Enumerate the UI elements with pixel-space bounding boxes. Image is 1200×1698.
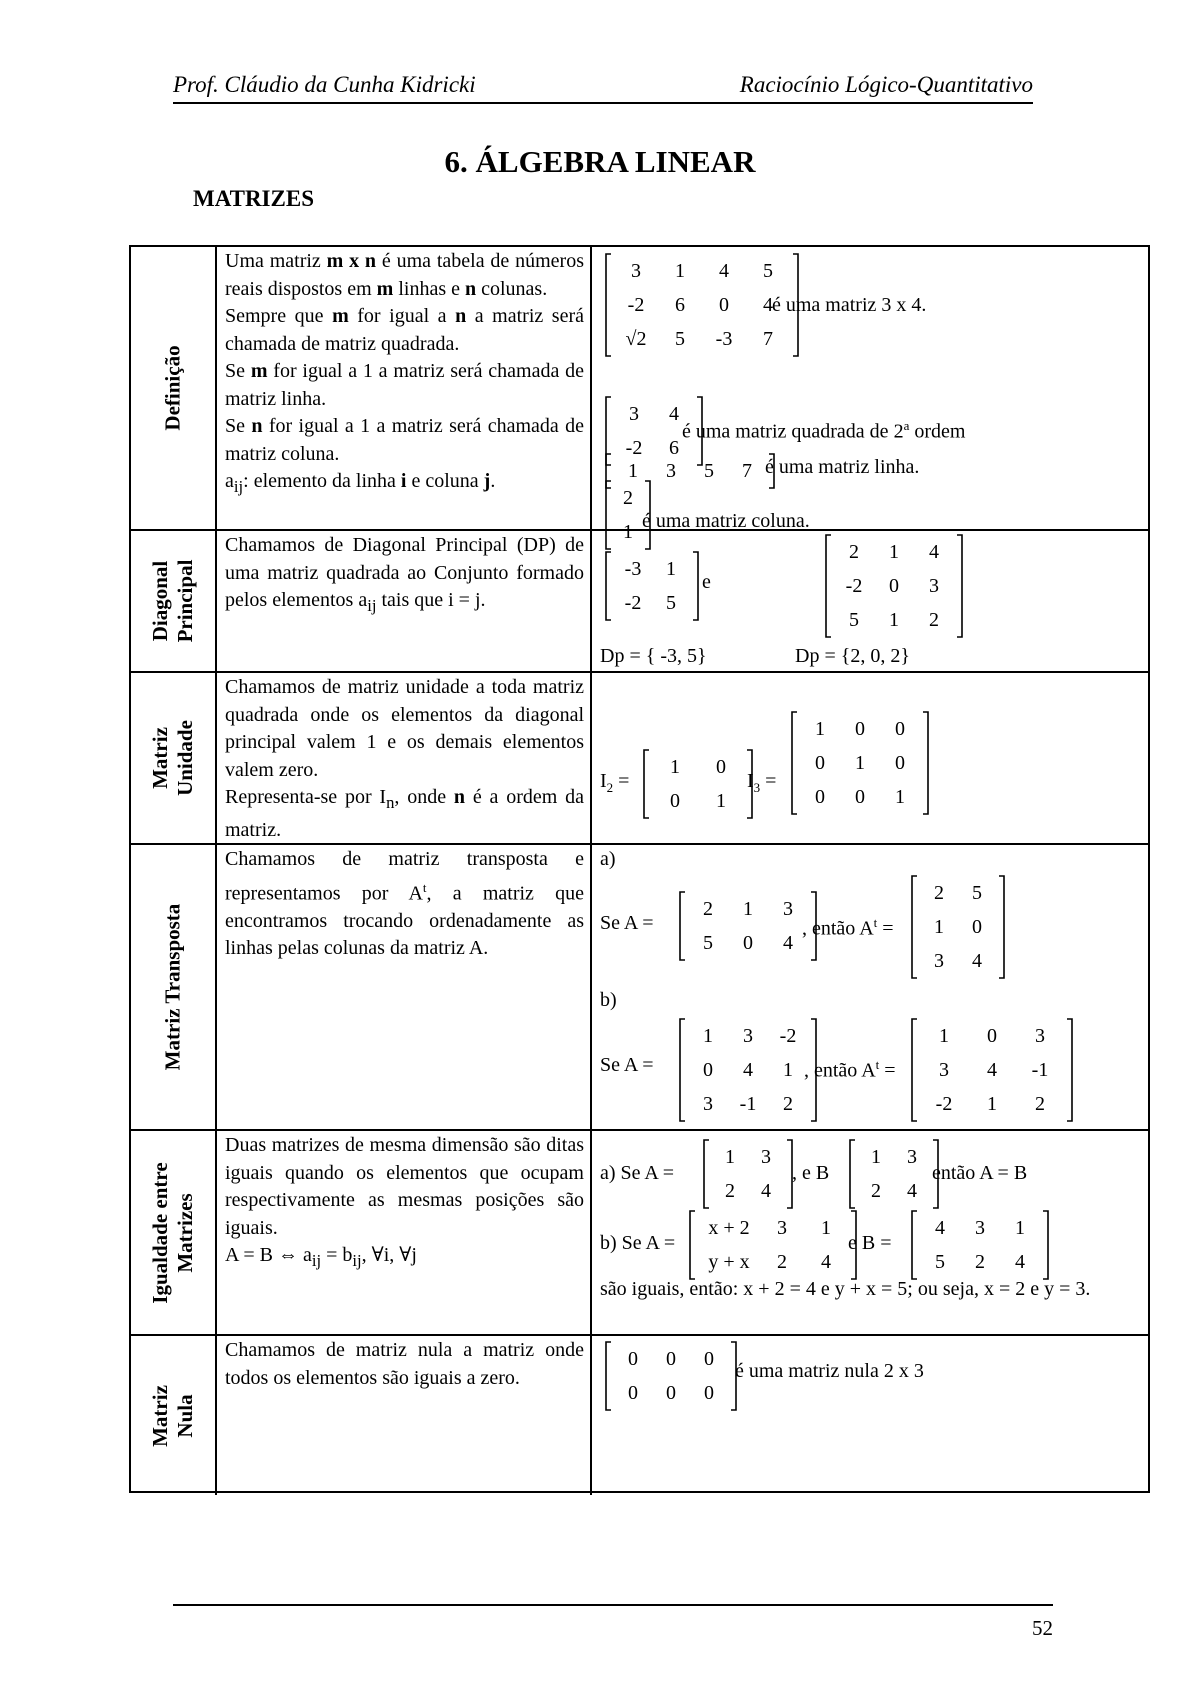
- matrix-cell: 0: [704, 1348, 714, 1370]
- left-bracket: [912, 876, 917, 978]
- matrix-cell: 1: [855, 752, 865, 774]
- row-description: Uma matriz m x n é uma tabela de números reais dispostos em m linhas e n colunas. Sempre que m for igual a n a matriz será chamada de matriz quadrada. Se m for igual a 1 a matriz será chamada de matriz linha. Se n for igual a 1 a matriz será chamada de matriz coluna. $a_{ij}$: elemento da linha i e coluna j.: [217, 247, 592, 529]
- example-conclusion: então A = B: [932, 1162, 1028, 1184]
- matrix-cell: 5: [703, 932, 713, 954]
- row-label: [131, 1131, 217, 1334]
- row-examples: [592, 1336, 1148, 1495]
- matrix-cell: 2: [929, 609, 939, 631]
- matrix-cell: 2: [703, 898, 713, 920]
- matrix-brackets: [910, 875, 1006, 979]
- left-bracket: [680, 892, 685, 960]
- matrix-3x3: [824, 534, 964, 638]
- matrix-cell: 6: [669, 437, 679, 459]
- page-title: 6. ÁLGEBRA LINEAR: [444, 144, 756, 179]
- matrix-cell: 0: [895, 718, 905, 740]
- matrix-cell: 2: [725, 1180, 735, 1202]
- matrix-cell: 0: [719, 294, 729, 316]
- example-prefix: a) Se A =: [600, 1162, 675, 1184]
- matrix-caption: é uma matriz nula 2 x 3: [735, 1360, 924, 1382]
- row-matriz-nula: [131, 1336, 1148, 1495]
- matrix-b: [910, 1210, 1050, 1280]
- matrix-cell: 2: [1035, 1093, 1045, 1115]
- matrix-cell: 1: [783, 1059, 793, 1081]
- matrix-cell: 5: [704, 460, 714, 482]
- left-bracket: [704, 1140, 709, 1208]
- matrix-cell: 0: [666, 1348, 676, 1370]
- matrix-cell: 4: [763, 294, 773, 316]
- row-examples: [592, 531, 1148, 671]
- left-bracket: [792, 712, 797, 814]
- matrix-cell: 0: [889, 575, 899, 597]
- row-description: Chamamos de Diagonal Principal (DP) de uma matriz quadrada ao Conjunto formado pelos elementos $a_{ij}$ tais que i = j.: [217, 531, 592, 671]
- matrices-table: [129, 245, 1150, 1493]
- example-mid: , então $A^t$ =: [802, 915, 894, 940]
- matrix-cell: 3: [1035, 1025, 1045, 1047]
- matrix-cell: 1: [815, 718, 825, 740]
- matrix-cell: 1: [987, 1093, 997, 1115]
- matrix-cell: 3: [777, 1217, 787, 1239]
- left-bracket: [606, 552, 611, 620]
- matrix-cell: 2: [849, 541, 859, 563]
- matrix-cell: 3: [907, 1146, 917, 1168]
- matrix-cell: 3: [975, 1217, 985, 1239]
- example-mid: e B =: [848, 1232, 892, 1254]
- matrix-cell: y + x: [708, 1251, 750, 1273]
- matrix-caption: é uma matriz coluna.: [642, 510, 810, 532]
- row-examples: [592, 247, 1148, 543]
- row-examples: [592, 1131, 1148, 1334]
- right-bracket: [1043, 1211, 1048, 1279]
- left-bracket: [644, 750, 649, 818]
- right-bracket: [923, 712, 928, 814]
- row-matriz-transposta: [131, 845, 1148, 1131]
- matrix-cell: 3: [631, 260, 641, 282]
- matrix-cell: 4: [719, 260, 729, 282]
- matrix-cell: -3: [715, 328, 733, 350]
- example-label: b): [600, 989, 617, 1011]
- example-prefix: b) Se A =: [600, 1232, 676, 1254]
- matrix-cell: 3: [761, 1146, 771, 1168]
- example-prefix: Se A =: [600, 1054, 654, 1076]
- matrix-cell: 1: [934, 916, 944, 938]
- matrix-cell: 0: [628, 1382, 638, 1404]
- matrix-cell: 0: [666, 1382, 676, 1404]
- matrix-cell: 0: [972, 916, 982, 938]
- row-examples: [592, 845, 1148, 1129]
- matrix-cell: 3: [929, 575, 939, 597]
- matrix-cell: 2: [623, 487, 633, 509]
- header-author: Prof. Cláudio da Cunha Kidricki: [173, 72, 476, 97]
- matrix-cell: 3: [743, 1025, 753, 1047]
- row-label-text: Matriz Nula: [148, 1384, 197, 1447]
- matrix-cell: 7: [763, 328, 773, 350]
- matrix-cell: 2: [783, 1093, 793, 1115]
- matrix-cell: 7: [742, 460, 752, 482]
- matrix-a: [688, 1210, 858, 1280]
- matrix-caption: é uma matriz linha.: [765, 456, 920, 478]
- matrix-cell: 0: [716, 756, 726, 778]
- matrix-cell: 4: [972, 950, 982, 972]
- row-label: [131, 531, 217, 671]
- row-igualdade-matrizes: [131, 1131, 1148, 1336]
- matrix-a: [678, 891, 818, 961]
- row-description: Chamamos de matriz transposta e representamos por $A^t$, a matriz que encontramos trocando ordenadamente as linhas pelas colunas da matriz A.: [217, 845, 592, 1129]
- identity-2-label: $I_2$ =: [600, 770, 630, 795]
- row-label-text: Diagonal Principal: [148, 559, 197, 643]
- matrix-a: [702, 1139, 794, 1209]
- matrix-b-transposed: [910, 1018, 1074, 1122]
- matrix-cell: -1: [1031, 1059, 1049, 1081]
- example-mid: , e B: [792, 1162, 830, 1184]
- right-bracket: [957, 535, 962, 637]
- matrix-cell: 0: [670, 790, 680, 812]
- matrix-cell: 1: [889, 541, 899, 563]
- matrix-cell: 4: [1015, 1251, 1025, 1273]
- matrix-brackets: [702, 1139, 794, 1209]
- matrix-cell: 0: [703, 1059, 713, 1081]
- identity-matrix-2: [642, 749, 754, 819]
- matrix-2x2: [604, 551, 700, 621]
- matrix-cell: -2: [935, 1093, 953, 1115]
- left-bracket: [606, 1342, 611, 1410]
- left-bracket: [850, 1140, 855, 1208]
- matrix-cell: 5: [935, 1251, 945, 1273]
- matrix-cell: -2: [845, 575, 863, 597]
- matrix-cell: 3: [703, 1093, 713, 1115]
- left-bracket: [680, 1019, 685, 1121]
- matrix-cell: 1: [666, 558, 676, 580]
- matrix-cell: 1: [743, 898, 753, 920]
- matrix-brackets: [642, 749, 754, 819]
- matrix-caption: é uma matriz 3 x 4.: [772, 294, 927, 316]
- left-bracket: [690, 1211, 695, 1279]
- row-description: Chamamos de matriz nula a matriz onde todos os elementos são iguais a zero.: [217, 1336, 592, 1495]
- matrix-cell: 1: [1015, 1217, 1025, 1239]
- row-description: Chamamos de matriz unidade a toda matriz quadrada onde os elementos da diagonal principal valem 1 e os demais elementos valem zero. Representa-se por $I_n$, onde n é a ordem da matriz.: [217, 673, 592, 843]
- matrix-cell: 1: [895, 786, 905, 808]
- matrix-cell: 4: [935, 1217, 945, 1239]
- matrix-cell: x + 2: [708, 1217, 750, 1239]
- matrix-b: [678, 1018, 818, 1122]
- matrix-cell: 0: [628, 1348, 638, 1370]
- matrix-cell: 4: [783, 932, 793, 954]
- matrix-cell: 3: [939, 1059, 949, 1081]
- matrix-b: [848, 1139, 940, 1209]
- matrix-cell: 1: [716, 790, 726, 812]
- matrix-cell: 1: [821, 1217, 831, 1239]
- example-label: a): [600, 848, 616, 870]
- right-bracket: [999, 876, 1004, 978]
- matrix-cell: 0: [815, 786, 825, 808]
- row-label-text: Matriz Transposta: [160, 903, 185, 1071]
- row-label: [131, 247, 217, 529]
- matrix-cell: 1: [939, 1025, 949, 1047]
- row-label: [131, 1336, 217, 1495]
- left-bracket: [912, 1211, 917, 1279]
- matrix-cell: 2: [934, 882, 944, 904]
- row-label: [131, 673, 217, 843]
- matrix-cell: 6: [675, 294, 685, 316]
- matrix-cell: 1: [628, 460, 638, 482]
- matrix-cell: 5: [972, 882, 982, 904]
- matrix-cell: 2: [975, 1251, 985, 1273]
- page-footer: [173, 1604, 1053, 1640]
- row-matriz-unidade: [131, 673, 1148, 845]
- example-prefix: Se A =: [600, 912, 654, 934]
- page-header: [173, 72, 1033, 104]
- matrix-brackets: [604, 551, 700, 621]
- matrix-cell: 4: [743, 1059, 753, 1081]
- connector-text: e: [702, 571, 711, 593]
- left-bracket: [826, 535, 831, 637]
- page-number: 52: [1032, 1616, 1053, 1640]
- matrix-cell: 1: [675, 260, 685, 282]
- matrix-caption: é uma matriz quadrada de 2$^a$ ordem: [682, 418, 966, 443]
- matrix-cell: -2: [625, 437, 643, 459]
- row-label-text: Definição: [160, 345, 185, 431]
- header-subject: Raciocínio Lógico-Quantitativo: [739, 72, 1033, 97]
- matrix-cell: 2: [777, 1251, 787, 1273]
- matrix-cell: 5: [763, 260, 773, 282]
- identity-matrix-3: [790, 711, 930, 815]
- matrix-cell: 1: [889, 609, 899, 631]
- matrix-cell: 1: [871, 1146, 881, 1168]
- matrix-cell: -3: [624, 558, 642, 580]
- matrix-cell: 3: [783, 898, 793, 920]
- matrix-cell: 5: [849, 609, 859, 631]
- matrix-cell: 4: [987, 1059, 997, 1081]
- matrix-null: [604, 1341, 738, 1411]
- row-description: Duas matrizes de mesma dimensão são ditas iguais quando os elementos que ocupam respectivamente as mesmas posições são iguais. A = B ⇔ $a_{ij} = b_{ij}$, ∀i, ∀j: [217, 1131, 592, 1334]
- identity-3-label: $I_3$ =: [747, 770, 777, 795]
- matrix-cell: 2: [871, 1180, 881, 1202]
- matrix-cell: √2: [625, 328, 647, 350]
- matrix-cell: -2: [779, 1025, 797, 1047]
- matrix-3x4: [604, 253, 800, 357]
- matrix-cell: 0: [855, 718, 865, 740]
- matrix-cell: 0: [895, 752, 905, 774]
- matrix-cell: 3: [629, 403, 639, 425]
- matrix-cell: 1: [725, 1146, 735, 1168]
- matrix-cell: 5: [675, 328, 685, 350]
- matrix-cell: 4: [907, 1180, 917, 1202]
- matrix-cell: 0: [743, 932, 753, 954]
- left-bracket: [912, 1019, 917, 1121]
- row-label-text: Matriz Unidade: [148, 720, 197, 796]
- diagonal-set-1: Dp = { -3, 5}: [600, 645, 707, 667]
- matrix-cell: 4: [669, 403, 679, 425]
- diagonal-set-2: Dp = {2, 0, 2}: [795, 645, 910, 667]
- row-examples: [592, 673, 1148, 843]
- matrix-cell: -2: [624, 592, 642, 614]
- matrix-cell: 3: [666, 460, 676, 482]
- matrix-cell: 4: [761, 1180, 771, 1202]
- row-label-text: Igualdade entre Matrizes: [148, 1161, 197, 1304]
- matrix-cell: 1: [703, 1025, 713, 1047]
- example-mid: , então $A^t$ =: [804, 1057, 896, 1082]
- matrix-cell: 4: [929, 541, 939, 563]
- matrix-a-transposed: [910, 875, 1006, 979]
- matrix-brackets: [848, 1139, 940, 1209]
- matrix-cell: 5: [666, 592, 676, 614]
- right-bracket: [693, 552, 698, 620]
- matrix-cell: 0: [987, 1025, 997, 1047]
- matrix-cell: -1: [739, 1093, 757, 1115]
- matrix-cell: 0: [815, 752, 825, 774]
- row-definicao: [131, 247, 1148, 543]
- section-title: MATRIZES: [193, 186, 314, 211]
- right-bracket: [1067, 1019, 1072, 1121]
- example-conclusion: são iguais, então: x + 2 = 4 e y + x = 5; ou seja, x = 2 e y = 3.: [600, 1278, 1091, 1300]
- matrix-cell: 1: [670, 756, 680, 778]
- matrix-cell: 0: [855, 786, 865, 808]
- row-label: [131, 845, 217, 1129]
- row-diagonal-principal: [131, 531, 1148, 673]
- left-bracket: [606, 254, 611, 356]
- matrix-cell: 3: [934, 950, 944, 972]
- matrix-cell: -2: [627, 294, 645, 316]
- matrix-cell: 0: [704, 1382, 714, 1404]
- matrix-cell: 1: [623, 521, 633, 543]
- matrix-cell: 4: [821, 1251, 831, 1273]
